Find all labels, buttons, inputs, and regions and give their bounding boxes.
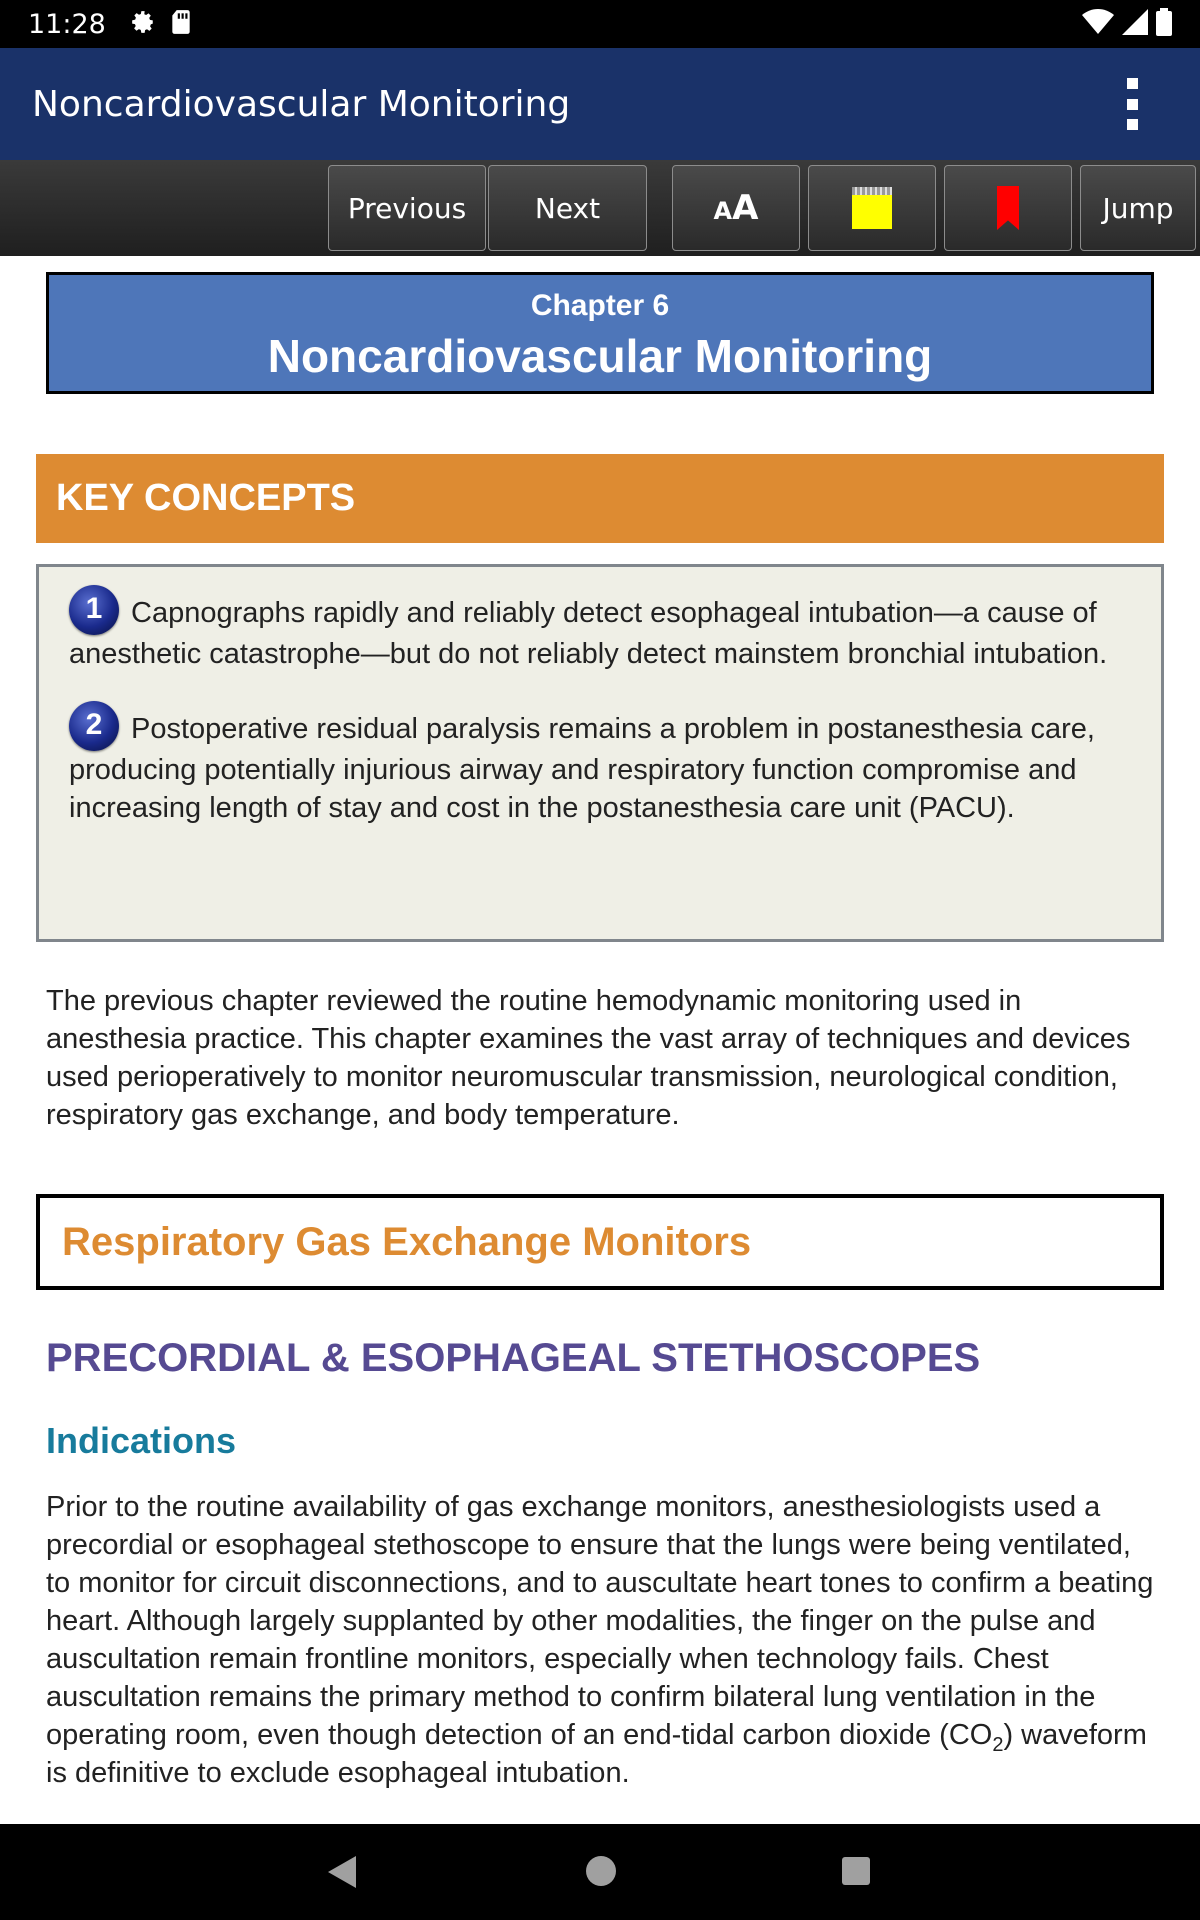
key-concepts-heading-text: KEY CONCEPTS — [56, 477, 356, 519]
chapter-header — [46, 272, 1154, 394]
co2-subscript: 2 — [992, 1733, 1004, 1756]
chapter-number: Chapter 6 — [530, 289, 670, 322]
status-time: 11:28 — [28, 8, 106, 40]
previous-button[interactable] — [328, 165, 486, 251]
next-button[interactable] — [488, 165, 647, 251]
notepad-icon — [852, 187, 892, 229]
back-triangle-icon[interactable] — [328, 1856, 356, 1888]
section-title: Respiratory Gas Exchange Monitors — [62, 1219, 752, 1264]
key-concepts-box — [36, 564, 1164, 942]
body-text-before: Prior to the routine availability of gas exchange monitors, anesthesiologists used a precordial or esophageal stethoscope to ensure that the lungs were being ventilated, to monitor for circuit disconnections, and to auscultate heart tones to confirm a beating heart. Although largely supplanted by other modalities, the finger on the pulse and auscultation remain frontline monitors, especially when technology fails. Chest auscultation remains the primary method to confirm bilateral lung ventilation in the operating room, even though detection of an end-tidal carbon dioxide (CO — [46, 1491, 1154, 1751]
overflow-menu-icon[interactable] — [1112, 74, 1152, 134]
home-circle-icon[interactable] — [586, 1856, 616, 1886]
settings-icon — [130, 9, 156, 40]
key-concept-item — [69, 585, 1133, 673]
chapter-title: Noncardiovascular Monitoring — [267, 330, 933, 382]
section-title-box — [36, 1194, 1164, 1290]
intro-paragraph: The previous chapter reviewed the routine hemodynamic monitoring used in anesthesia practice. This chapter examines the vast array of techniques and devices used perioperatively to monitor neuromuscular transmission, neurological condition, respiratory gas exchange, and body temperature. — [46, 985, 1131, 1131]
navigation-bar — [0, 1824, 1200, 1920]
subheading: PRECORDIAL & ESOPHAGEAL STETHOSCOPES — [46, 1336, 981, 1380]
bookmark-button[interactable] — [944, 165, 1072, 251]
toolbar — [0, 160, 1200, 256]
app-bar — [0, 48, 1200, 160]
key-concept-item — [69, 701, 1133, 827]
concept-number-badge: 2 — [69, 701, 119, 751]
status-left-icons — [130, 9, 192, 40]
jump-button-label: Jump — [1102, 191, 1174, 225]
concept-text: Capnographs rapidly and reliably detect esophageal intubation—a cause of anesthetic catastrophe—but do not reliably detect mainstem bronchial intubation. — [69, 597, 1108, 670]
notes-button[interactable] — [808, 165, 936, 251]
previous-button-label: Previous — [347, 191, 467, 225]
status-right-icons — [1082, 8, 1172, 41]
jump-button[interactable] — [1080, 165, 1196, 251]
font-size-icon: AA — [713, 188, 759, 228]
app-title: Noncardiovascular Monitoring — [32, 83, 571, 125]
cell-signal-icon — [1122, 9, 1148, 40]
recents-square-icon[interactable] — [842, 1857, 870, 1885]
concept-number-badge: 1 — [69, 585, 119, 635]
font-size-button[interactable] — [672, 165, 800, 251]
bookmark-icon — [997, 186, 1019, 230]
body-paragraph — [46, 1488, 1156, 1792]
concept-text: Postoperative residual paralysis remains a problem in postanesthesia care, producing potentially injurious airway and respiratory function compromise and increasing length of stay and cost in the postanesthesia care unit (PACU). — [69, 713, 1095, 824]
body-text-after: ) waveform is definitive to exclude esophageal intubation. — [46, 1719, 1147, 1789]
key-concepts-heading — [36, 454, 1164, 543]
subsubheading: Indications — [46, 1420, 237, 1461]
chapter-content[interactable] — [0, 256, 1200, 1824]
battery-icon — [1156, 8, 1172, 41]
wifi-icon — [1082, 9, 1114, 40]
status-bar — [0, 0, 1200, 48]
sd-card-icon — [170, 9, 192, 40]
next-button-label: Next — [534, 191, 601, 225]
